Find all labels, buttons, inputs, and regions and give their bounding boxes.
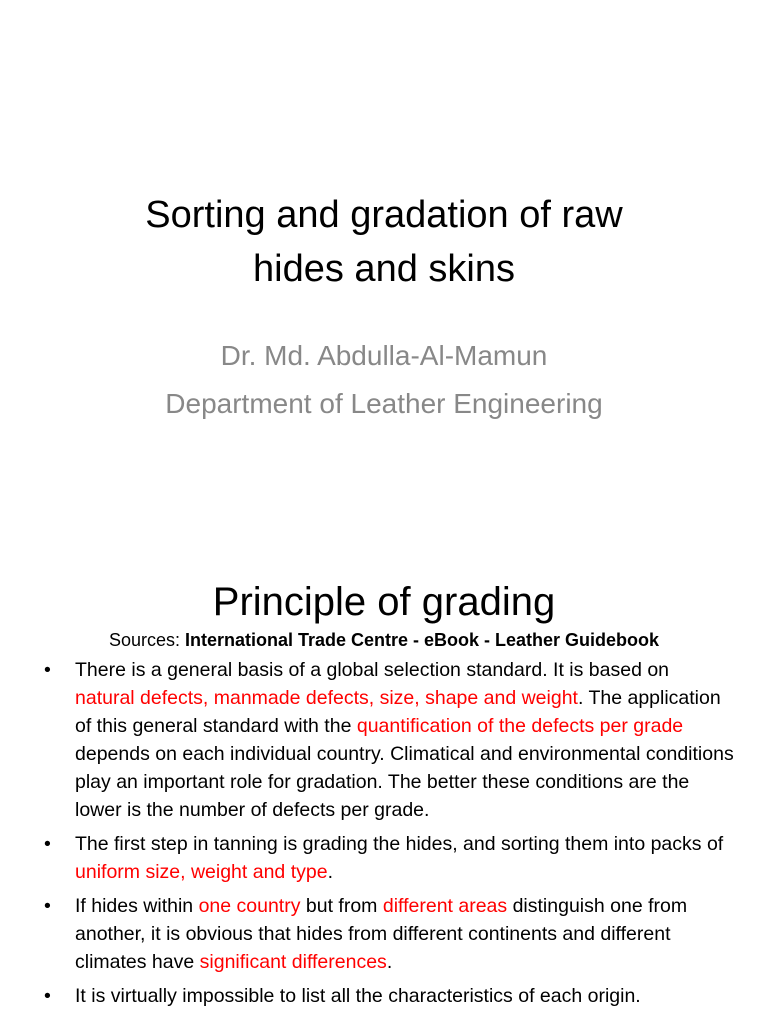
- title-line-2: hides and skins: [253, 248, 515, 290]
- sources-reference: International Trade Centre - eBook - Leather Guidebook: [184, 630, 660, 650]
- bullet-text: depends on each individual country. Climatical and environmental conditions play an important role for gradation. The better these conditions are the lower is the number of defects per grade.: [75, 743, 734, 821]
- bullet-item: [44, 892, 734, 976]
- highlighted-text: quantification of the defects per grade: [356, 715, 684, 737]
- bullet-icon: •: [44, 895, 51, 917]
- slide-title: Principle of grading: [212, 580, 556, 624]
- bullet-text: distinguish one from another, it is obvious that hides from different continents and different climates have: [75, 895, 688, 973]
- bullet-text: It is virtually impossible to list all the characteristics of each origin.: [75, 985, 641, 1007]
- slide-title: [0, 188, 768, 296]
- department-name: Department of Leather Engineering: [165, 388, 603, 419]
- bullet-text: .: [327, 861, 333, 883]
- highlighted-text: one country: [198, 895, 301, 917]
- bullet-text: The first step in tanning is grading the hides, and sorting them into packs of: [75, 833, 724, 855]
- bullet-item: [44, 830, 734, 886]
- sources-line: [0, 628, 768, 652]
- bullet-icon: •: [44, 985, 51, 1007]
- highlighted-text: significant differences: [199, 951, 387, 973]
- bullet-text: but from: [300, 895, 383, 917]
- bullet-icon: •: [44, 659, 51, 681]
- author-name: Dr. Md. Abdulla-Al-Mamun: [220, 340, 548, 371]
- bullet-item: [44, 656, 734, 824]
- slide-subtitle: [0, 332, 768, 428]
- bullet-text: There is a general basis of a global selection standard. It is based on: [75, 659, 670, 681]
- bullet-item: [44, 982, 734, 1010]
- title-line-1: Sorting and gradation of raw: [145, 194, 623, 236]
- bullet-text: .: [386, 951, 393, 973]
- highlighted-text: uniform size, weight and type: [75, 861, 328, 883]
- bullet-text: . The application of this general standard with the: [75, 687, 721, 737]
- content-slide: [0, 560, 768, 1024]
- bullet-text: If hides within: [75, 895, 199, 917]
- highlighted-text: natural defects, manmade defects, size, shape and weight: [75, 687, 578, 709]
- highlighted-text: different areas: [382, 895, 508, 917]
- bullet-icon: •: [44, 833, 51, 855]
- sources-prefix: Sources:: [108, 630, 185, 650]
- bullet-list: [44, 656, 734, 1016]
